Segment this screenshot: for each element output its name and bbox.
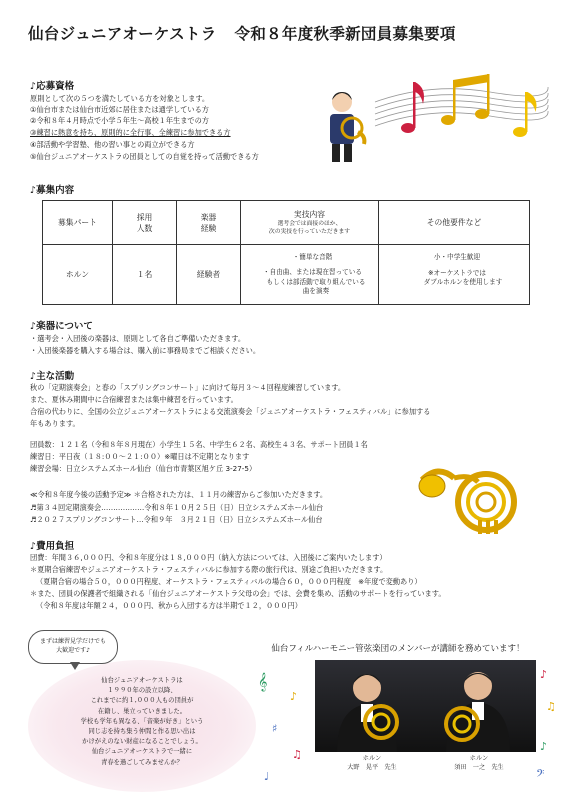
teacher-1-portrait <box>315 660 429 752</box>
table-row <box>43 245 530 305</box>
recruit-table <box>42 200 530 305</box>
horn-player-illustration <box>318 88 368 168</box>
fees-line: （夏期合宿の場合５０，０００円程度、オーケストラ・フェスティバルの場合６０，０００円程度 ※年度で変動あり） <box>36 577 422 586</box>
schedule-item: ♬第３４回定期演奏会………………令和８年１０月２５日（日）日立システムズホール仙台 <box>30 503 324 512</box>
schedule-heading: ≪令和８年度今後の活動予定≫ ＊合格された方は、１１月の練習からご参加いただきます。 <box>30 490 328 499</box>
fees-line: （令和８年度は年額２４，０００円、秋から入団する方は半期で１２，０００円） <box>36 601 302 610</box>
qualification-item: ③練習に熱意を持ち、原則的に全行事、全練習に参加できる方 <box>30 128 231 137</box>
qualification-item: ①仙台市または仙台市近郊に居住または通学している方 <box>30 105 209 114</box>
treble-clef-icon: 𝄞 <box>258 672 268 691</box>
schedule-item: ♬２０２７スプリングコンサート…令和９年 ３月２１日（日）日立システムズホール仙台 <box>30 515 323 524</box>
qualification-item: ④部活動や学習塾、他の習い事との両立ができる方 <box>30 140 195 149</box>
header-other: その他要件など <box>379 201 530 245</box>
cell-count: １名 <box>113 245 177 305</box>
note-icon: ♪ <box>290 690 298 703</box>
french-horn-illustration <box>418 460 528 540</box>
music-notes-illustration <box>370 62 550 157</box>
bass-clef-icon: 𝄢 <box>536 768 545 783</box>
note-gold-icon <box>441 74 490 125</box>
note-yellow-icon <box>513 92 537 137</box>
activities-line: 秋の「定期演奏会」と春の「スプリングコンサート」に向けて毎月３～４回程度練習しています。 <box>30 383 346 392</box>
note-icon: ♫ <box>546 700 556 713</box>
header-content: 実技内容 選考会では面接のほか、 次の実技を行っていただきます <box>241 201 379 245</box>
activities-heading: ♪主な活動 <box>30 371 75 382</box>
cell-part: ホルン <box>43 245 113 305</box>
header-part: 募集パート <box>43 201 113 245</box>
qualification-item: ⑤仙台ジュニアオーケストラの団員としての自覚を持って活動できる方 <box>30 152 259 161</box>
practice-day: 練習日：平日夜（１８:００～２１:００）※曜日は不定期となります <box>30 452 250 461</box>
teacher-2-portrait <box>422 660 536 752</box>
fees-heading: ♪費用負担 <box>30 541 75 552</box>
qualification-heading: ♪応募資格 <box>30 81 75 92</box>
table-header-row <box>43 201 530 245</box>
teachers-heading: 仙台フィルハーモニー管弦楽団のメンバーが講師を務めています！ <box>271 644 525 654</box>
header-experience: 楽器 経験 <box>177 201 241 245</box>
teacher-photo <box>315 660 429 752</box>
title-main: 令和８年度秋季新団員募集要項 <box>234 25 456 43</box>
note-icon: ♩ <box>264 770 270 783</box>
note-icon: ♪ <box>540 740 548 753</box>
teacher-photo <box>422 660 536 752</box>
instruments-line: ・選考会・入団後の楽器は、原則として各自ご準備いただきます。 <box>30 334 246 343</box>
fees-line: 団費：年間３６,０００円、令和８年度分は１８,０００円（納入方法については、入団後にご案内いたします） <box>30 553 387 562</box>
teacher-caption: ホルン 大野 晃平 先生 <box>347 755 397 771</box>
fees-line: ＊また、団員の保護者で組織される「仙台ジュニアオーケストラ父母の会」では、会費を集め、活動のサポートを行っています。 <box>30 589 446 598</box>
activities-line: 年もあります。 <box>30 419 80 428</box>
sharp-icon: ♯ <box>272 722 278 735</box>
cell-content: ・簡単な音階 ・自由曲、または現在習っている もしくは部活動で取り組んでいる 曲を演奏 <box>241 245 379 305</box>
cell-other: 小・中学生歓迎 ※オーケストラでは ダブルホルンを使用します <box>379 245 530 305</box>
recruit-heading: ♪募集内容 <box>30 185 75 196</box>
speech-bubble: まずは練習見学だけでも 大歓迎です♪ <box>28 630 118 664</box>
note-red-icon <box>401 82 424 133</box>
page-title <box>28 22 548 44</box>
practice-venue: 練習会場：日立システムズホール仙台（仙台市青葉区旭ケ丘 3-27-5） <box>30 464 257 473</box>
members-count: 団員数：１２１名（令和８年８月現在）小学生１５名、中学生６２名、高校生４３名、サポート団員１名 <box>30 440 368 449</box>
activities-line: また、夏休み期間中に合宿練習または集中練習を行っています。 <box>30 395 238 404</box>
org-name: 仙台ジュニアオーケストラ <box>28 25 217 43</box>
fees-line: ＊夏期合宿練習やジュニアオーケストラ・フェスティバルに参加する際の旅行代は、別途ご負担いただきます。 <box>30 565 388 574</box>
qualification-intro: 原則として次の５つを満たしている方を対象とします。 <box>30 94 210 103</box>
instruments-line: ・入団後楽器を購入する場合は、購入前に事務局までご相談ください。 <box>30 346 261 355</box>
teacher-caption: ホルン 須田 一之 先生 <box>454 755 504 771</box>
intro-text: 仙台ジュニアオーケストラは １９９０年の設立以降、 これまでに約１,０００人もの団員が 在籍し、巣立っていきました。 学校も学年も異なる、「音楽が好き」という 同じ志を持ち集う仲間と作る思い出は かけがえのない財産になることでしょう。 仙台ジュニアオーケストラで一緒に 青春を過ごしてみませんか？ <box>80 677 204 766</box>
activities-line: 合宿の代わりに、全国の公立ジュニアオーケストラによる交流演奏会「ジュニアオーケストラ・フェスティバル」に参加する <box>30 407 431 416</box>
speech-bubble-tail <box>70 662 80 670</box>
cell-experience: 経験者 <box>177 245 241 305</box>
qualification-item: ②令和８年４月時点で小学５年生～高校１年生までの方 <box>30 116 209 125</box>
note-icon: ♫ <box>292 748 302 761</box>
header-count: 採用 人数 <box>113 201 177 245</box>
instruments-heading: ♪楽器について <box>30 321 93 332</box>
note-icon: ♪ <box>540 668 548 681</box>
